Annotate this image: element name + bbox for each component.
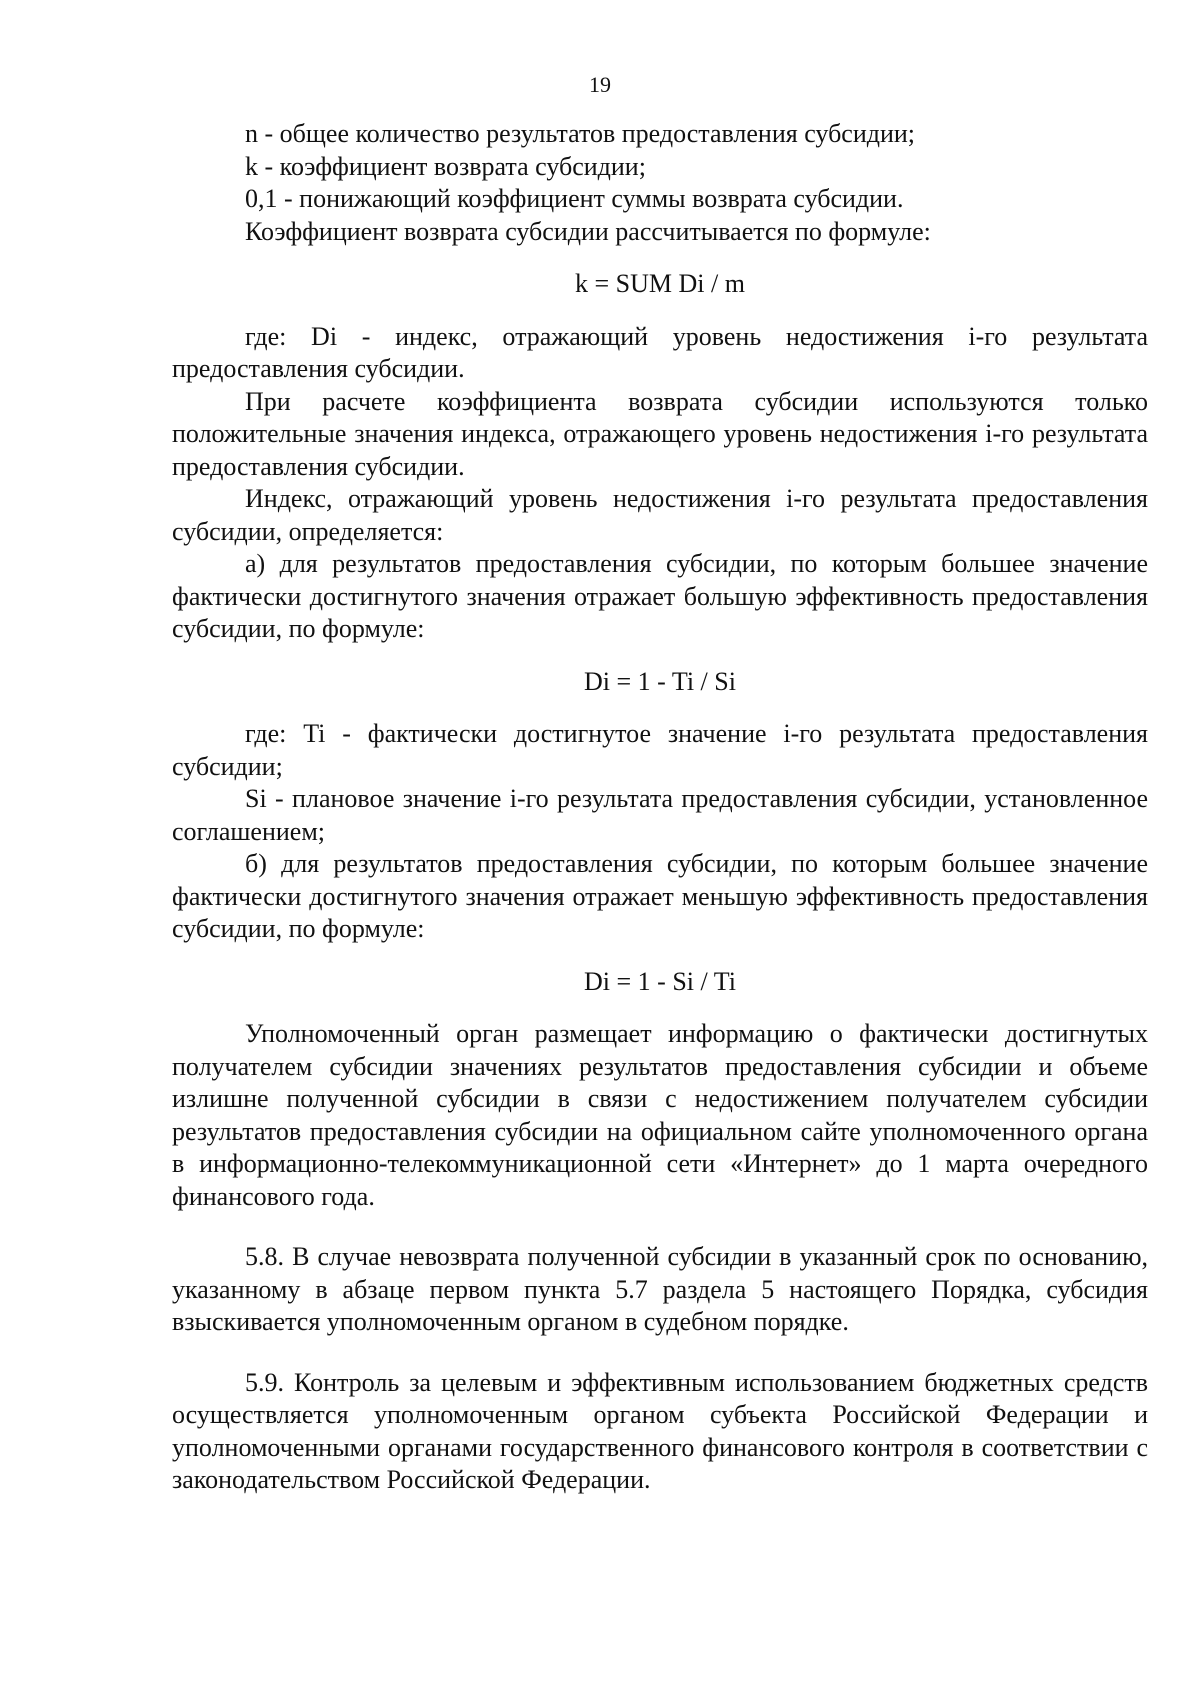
paragraph-case-b: б) для результатов предоставления субсидии, по которым большее значение фактически достигнутого значения отражает меньшую эффективность предоставления субсидии, по формуле: — [172, 849, 1148, 943]
paragraph-index-definition: Индекс, отражающий уровень недостижения i-го результата предоставления субсидии, определяется: — [172, 484, 1148, 546]
formula-di-a: Di = 1 - Ti / Si — [584, 666, 736, 696]
paragraph-5-9: 5.9. Контроль за целевым и эффективным использованием бюджетных средств осуществляется уполномоченным органом субъекта Российской Федерации и уполномоченными органами государственного финансового контроля в соответствии с законодательством Российской Федерации. — [172, 1367, 1148, 1494]
definition-di: где: Di - индекс, отражающий уровень недостижения i-го результата предоставления субсидии. — [172, 321, 1148, 383]
formula-di-b: Di = 1 - Si / Ti — [584, 966, 736, 996]
document-body — [172, 118, 1148, 1497]
definition-si: Si - плановое значение i-го результата предоставления субсидии, установленное соглашением; — [172, 784, 1148, 846]
formula-k: k = SUM Di / m — [575, 269, 745, 298]
paragraph-5-8: 5.8. В случае невозврата полученной субсидии в указанный срок по основанию, указанному в абзаце первом пункта 5.7 раздела 5 настоящего Порядка, субсидия взыскивается уполномоченным органом в судебном порядке. — [172, 1242, 1148, 1336]
definition-n: n - общее количество результатов предоставления субсидии; — [245, 119, 916, 148]
spacer — [172, 1339, 1148, 1367]
spacer — [172, 1213, 1148, 1241]
definition-k: k - коэффициент возврата субсидии; — [245, 151, 646, 181]
paragraph-case-a: а) для результатов предоставления субсидии, по которым большее значение фактически достигнутого значения отражает большую эффективность предоставления субсидии, по формуле: — [172, 549, 1148, 643]
formula-intro: Коэффициент возврата субсидии рассчитывается по формуле: — [245, 216, 931, 246]
paragraph-publication: Уполномоченный орган размещает информацию о фактически достигнутых получателем субсидии значениях результатов предоставления субсидии и объеме излишне полученной субсидии в связи с недостижением получателем субсидии результатов предоставления субсидии на официальном сайте уполномоченного органа в информационно-телекоммуникационной сети «Интернет» до 1 марта очередного финансового года. — [172, 1019, 1148, 1211]
definition-ti: где: Ti - фактически достигнутое значение i-го результата предоставления субсидии; — [172, 719, 1148, 781]
page-number: 19 — [589, 72, 611, 97]
definition-coefficient: 0,1 - понижающий коэффициент суммы возврата субсидии. — [245, 184, 904, 213]
paragraph-positive-values: При расчете коэффициента возврата субсидии используются только положительные значения индекса, отражающего уровень недостижения i-го результата предоставления субсидии. — [172, 386, 1148, 481]
